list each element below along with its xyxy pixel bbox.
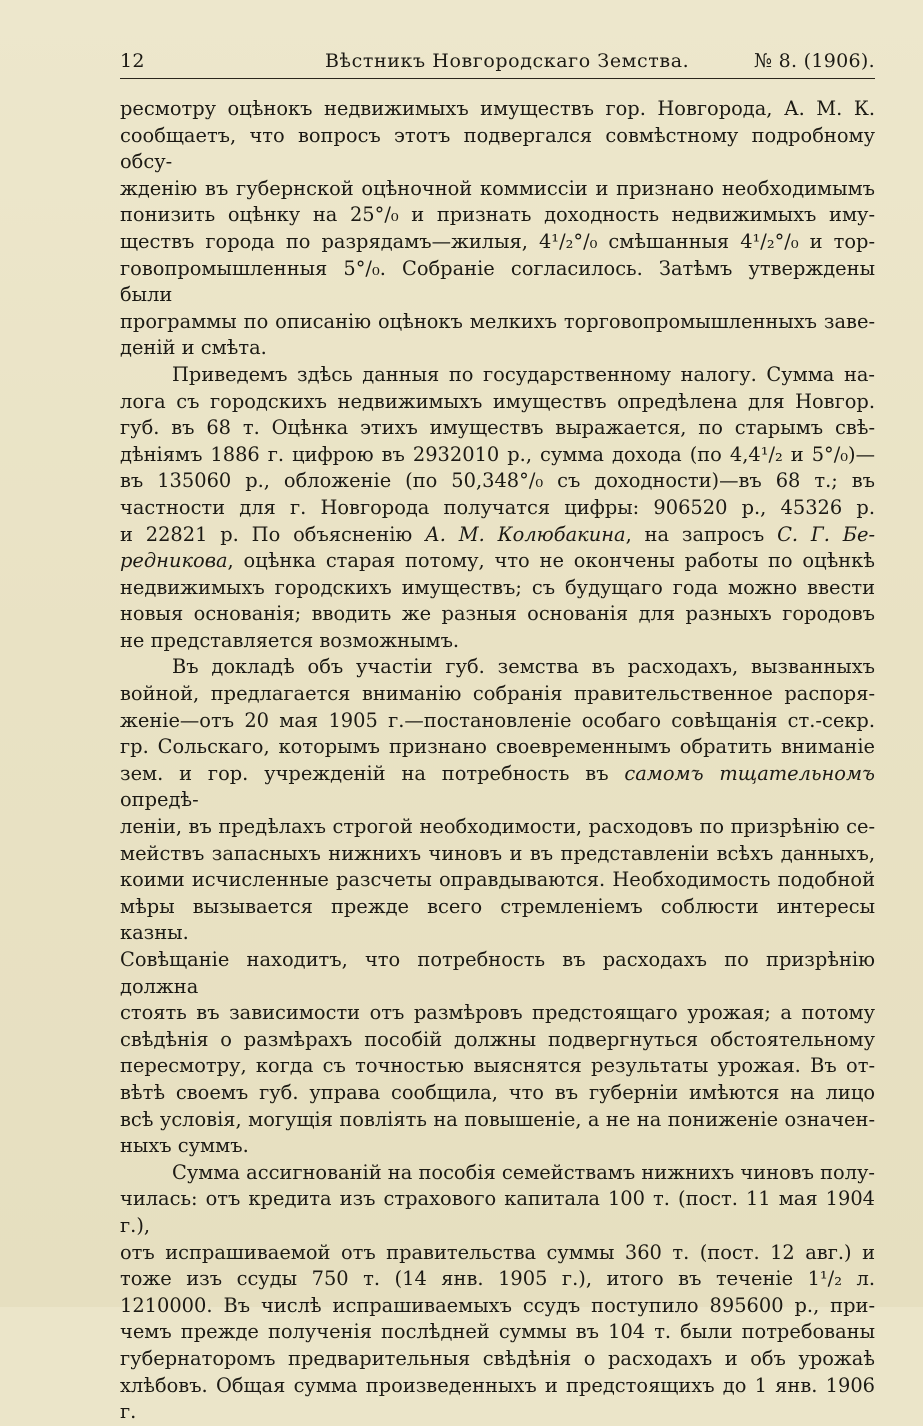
text-line: губ. въ 68 т. Оцѣнка этихъ имуществъ выражается, по старымъ свѣ- [120, 416, 875, 440]
text-line: ресмотру оцѣнокъ недвижимыхъ имуществъ гор. Новгорода, А. М. К. [120, 97, 875, 120]
text-line: Въ докладѣ объ участіи губ. земства въ расходахъ, вызванныхъ [172, 655, 875, 679]
running-header [120, 46, 875, 79]
text-line: Совѣщаніе находитъ, что потребность въ расходахъ по призрѣнію должна [120, 948, 875, 998]
text-line: стоять въ зависимости отъ размѣровъ предстоящаго урожая; а потому [120, 1001, 875, 1025]
text-line: новыя основанія; вводить же разныя основанія для разныхъ городовъ [120, 602, 875, 626]
text-line: частности для г. Новгорода получатся цифры: 906520 р., 45326 р. [120, 495, 875, 519]
text-line: сообщаетъ, что вопросъ этотъ подвергался совмѣстному подробному обсу- [120, 123, 875, 174]
text-line: въ 135060 р., обложеніе (по 50,348°/₀ съ доходности)—въ 68 т.; въ [120, 469, 875, 493]
text-line: губернаторомъ предварительныя свѣдѣнія о расходахъ и объ урожаѣ [120, 1346, 875, 1370]
text-line: чилась: отъ кредита изъ страхового капитала 100 т. (пост. 11 мая 1904 г.), [120, 1187, 875, 1237]
text-line: зем. и гор. учрежденій на потребность въ самомъ тщательномъ опредѣ- [120, 761, 875, 812]
journal-title: Вѣстникъ Новгородскаго Земства. [325, 50, 690, 72]
text-line: дѣніямъ 1886 г. цифрою въ 2932010 р., сумма дохода (по 4,4¹/₂ и 5°/₀)— [120, 442, 875, 466]
text-line: мействъ запасныхъ нижнихъ чиновъ и въ представленіи всѣхъ данныхъ, [120, 841, 875, 865]
page-number: 12 [120, 50, 145, 72]
text-line: 1210000. Въ числѣ испрашиваемыхъ ссудъ поступило 895600 р., при- [120, 1293, 875, 1317]
text-line: недвижимыхъ городскихъ имуществъ; съ будущаго года можно ввести [120, 575, 875, 599]
text-line: говопромышленныя 5°/₀. Собраніе согласилось. Затѣмъ утверждены были [120, 256, 875, 307]
issue-number: № 8. (1906). [753, 50, 875, 72]
text-line: гр. Сольскаго, которымъ признано своевременнымъ обратить вниманіе [120, 735, 875, 759]
text-line: и 22821 р. По объясненію А. М. Колюбакина, на запросъ С. Г. Бе- [120, 522, 876, 546]
text-line: не представляется возможнымъ. [120, 628, 460, 652]
text-line: всѣ условія, могущія повліять на повышеніе, а не на пониженіе означен- [120, 1107, 875, 1131]
text-line: редникова, оцѣнка старая потому, что не окончены работы по оцѣнкѣ [120, 549, 875, 573]
text-line: деній и смѣта. [120, 336, 267, 360]
text-line: свѣдѣнія о размѣрахъ пособій должны подвергнуться обстоятельному [120, 1027, 875, 1051]
text-line: ществъ города по разрядамъ—жилыя, 4¹/₂°/₀ смѣшанныя 4¹/₂°/₀ и тор- [120, 229, 875, 253]
text-line: лога съ городскихъ недвижимыхъ имуществъ опредѣлена для Новгор. [120, 389, 875, 413]
text-line: отъ испрашиваемой отъ правительства суммы 360 т. (пост. 12 авг.) и [120, 1240, 875, 1264]
text-line: тоже изъ ссуды 750 т. (14 янв. 1905 г.), итого въ теченіе 1¹/₂ л. [120, 1267, 875, 1291]
text-line: пересмотру, когда съ точностью выяснятся результаты урожая. Въ от- [120, 1054, 875, 1078]
text-line: жденію въ губернской оцѣночной коммиссіи и признано необходимымъ [120, 176, 875, 200]
text-line: Приведемъ здѣсь данныя по государственному налогу. Сумма на- [172, 362, 875, 386]
text-line: коими исчисленные разсчеты оправдываются. Необходимость подобной [120, 868, 875, 892]
text-line: хлѣбовъ. Общая сумма произведенныхъ и предстоящихъ до 1 янв. 1906 г. [120, 1373, 875, 1424]
text-line: мѣры вызывается прежде всего стремленіемъ соблюсти интересы казны. [120, 894, 875, 945]
text-line: Сумма ассигнованій на пособія семействамъ нижнихъ чиновъ полу- [172, 1160, 875, 1184]
text-line: программы по описанію оцѣнокъ мелкихъ торговопромышленныхъ заве- [120, 309, 875, 333]
text-line: чемъ прежде полученія послѣдней суммы въ 104 т. были потребованы [120, 1320, 875, 1344]
text-line: женіе—отъ 20 мая 1905 г.—постановленіе особаго совѣщанія ст.-секр. [120, 708, 875, 732]
text-line: войной, предлагается вниманію собранія правительственное распоря- [120, 682, 875, 706]
article-body [120, 96, 876, 1424]
text-line: ныхъ суммъ. [120, 1134, 249, 1158]
text-line: понизить оцѣнку на 25°/₀ и признать доходность недвижимыхъ иму- [120, 203, 875, 227]
text-line: вѣтѣ своемъ губ. управа сообщила, что въ губерніи имѣются на лицо [120, 1080, 875, 1104]
text-line: леніи, въ предѣлахъ строгой необходимости, расходовъ по призрѣнію се- [120, 815, 875, 839]
